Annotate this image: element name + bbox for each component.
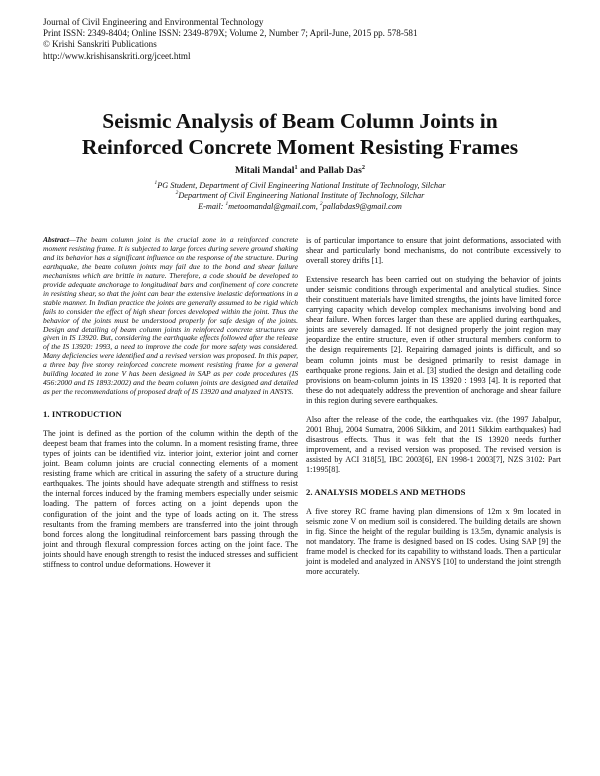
title-line-2: Reinforced Concrete Moment Resisting Frames [81,135,519,159]
author-conjunction: and [297,165,318,176]
introduction-paragraph-1-continued: is of particular importance to ensure that joint deformations, associated with shear and particularly bond mechanisms, do not contribute excessively to overall storey drifts [1]. [306,236,561,266]
right-column [306,236,561,577]
affiliation-2 [40,191,560,201]
issn-volume-info: Print ISSN: 2349-8404; Online ISSN: 2349-879X; Volume 2, Number 7; April-June, 2015 pp. 578-581 [43,28,418,39]
affiliation-1-sup: 1 [154,180,158,187]
affiliation-2-sup: 2 [175,190,179,197]
email-2-sup: 2 [319,200,323,207]
affiliation-1-text: PG Student, Department of Civil Engineering National Institute of Technology, Silchar [157,181,446,190]
author-2: Pallab Das [317,165,362,176]
author-2-sup: 2 [361,163,365,171]
email-line [40,202,560,212]
journal-url: http://www.krishisanskriti.org/jceet.html [43,50,191,61]
affiliation-2-text: Department of Civil Engineering National Institute of Technology, Silchar [178,191,425,201]
abstract [43,236,298,397]
journal-name: Journal of Civil Engineering and Environmental Technology [43,17,264,27]
introduction-paragraph-1: The joint is defined as the portion of the column within the depth of the deepest beam that frames into the column. In a moment resisting frame, three types of joints can be identified viz. interior joint, exterior joint and corner joint. Beam column joints are crucial connecting elements of a moment resisting frame which are critical in assuring the safety of a structure during earthquakes. The joints should have adequate strength and stiffness to resist the internal forces induced by the framing members especially under seismic loading. The pattern of forces acting on a joint depends upon the configuration of the joint and the type of loads acting on it. The stress resultants from the framing members are transferred into the joint through bond forces along the longitudinal reinforcement bars passing through the joint and through flexural compression forces acting on the joint face. The joints should have enough strength to resist the induced stresses and sufficient stiffness to control undue deformations. However it [43,429,298,569]
left-column [43,236,298,570]
methods-paragraph-1: A five storey RC frame having plan dimensions of 12m x 9m located in seismic zone V on medium soil is considered. The building details are shown in fig. Since the height of the regular building is 13.5m, dynamic analysis is not mandatory. The frame is designed based on IS codes. Using SAP [9] the frame model is checked for its capability to withstand loads. Then a particular joint is modeled and analyzed in ANSYS [10] to understand the joint strength more accurately. [306,507,561,577]
email-1: metoomandal@gmail.com, [228,201,320,211]
abstract-label: Abstract [43,235,69,244]
section-1-heading: 1. INTRODUCTION [43,409,122,420]
paper-title [40,108,560,160]
author-line [40,165,560,176]
abstract-text: —The beam column joint is the crucial zone in a reinforced concrete moment resisting frame. It is subjected to large forces during severe ground shaking and its behavior has a significant influence on the response of the structure. During earthquake, the beam column joints may fail due to the bond and shear failure mechanisms which are brittle in nature. Therefore, a code should be developed to provide adequate anchorage to longitudinal bars and confinement of core concrete in resisting shear, so that the joint can bear the extensive inelastic deformations in a stable manner. In Indian practice the joints are generally assumed to be rigid which fails to consider the effect of high shear forces developed within the joint. Thus the behavior of the joints must be understood properly for safe design of the joints. Design and detailing of beam column joints in reinforced concrete structures are given in IS 13920. But, considering the earthquake effects followed after the release of the IS 13920: 1993, a need to improve the code for more safety was considered. Many deficiencies were identified and a revised version was proposed. In this paper, a three bay five storey reinforced concrete moment resisting frame for a general building located in zone V has been designed in SAP as per code procedures (IS 456:2000 and IS 1893:2002) and the beam column joints are designed and detailed as per the recommendations of proposed draft of IS 13920 and analyzed in ANSYS. [43,235,298,397]
introduction-paragraph-2: Extensive research has been carried out on studying the behavior of joints under seismic conditions through experimental and analytical studies. Since their constituent materials have limited strengths, the joints have limited force carrying capacity which develop complex mechanisms involving bond and shear failure. When forces larger than these are applied during earthquakes, joints are severely damaged. If not designed properly the joint region may jeopardize the entire structure, even if other structural members conform to the design requirements [2]. Repairing damaged joints is difficult, and so beam column joints must be designed primarily to resist damage in earthquake prone regions. Jain et al. [3] studied the design and detailing code provisions on beam-column joints in IS 13920 : 1993 [4]. It is reported that these do not adequately address the prevention of anchorage and shear failure in this region during severe earthquakes. [306,275,561,405]
email-1-sup: 1 [225,200,229,207]
affiliation-1 [40,181,560,191]
author-1-sup: 1 [294,163,298,171]
publisher-line: © Krishi Sanskriti Publications [43,39,157,50]
email-label: E-mail: [198,201,226,211]
affiliations [40,181,560,212]
email-2: pallabdas9@gmail.com [322,201,402,211]
introduction-paragraph-3: Also after the release of the code, the earthquakes viz. (the 1997 Jabalpur, 2001 Bhuj, 2004 Sumatra, 2006 Sikkim, and 2011 Sikkim earthquakes) had disastrous effects. Thus it was felt that the IS 13920 needs further improvement, and a revised version was proposed. The revised version is assisted by ACI 318[5], IBC 2003[6], EN 1998-1 2003[7], NZS 3102: Part 1:1995[8]. [306,414,561,474]
author-1: Mitali Mandal [235,165,295,176]
section-2-heading: 2. ANALYSIS MODELS AND METHODS [306,487,466,498]
journal-header [43,17,563,62]
title-line-1: Seismic Analysis of Beam Column Joints in [102,109,498,133]
